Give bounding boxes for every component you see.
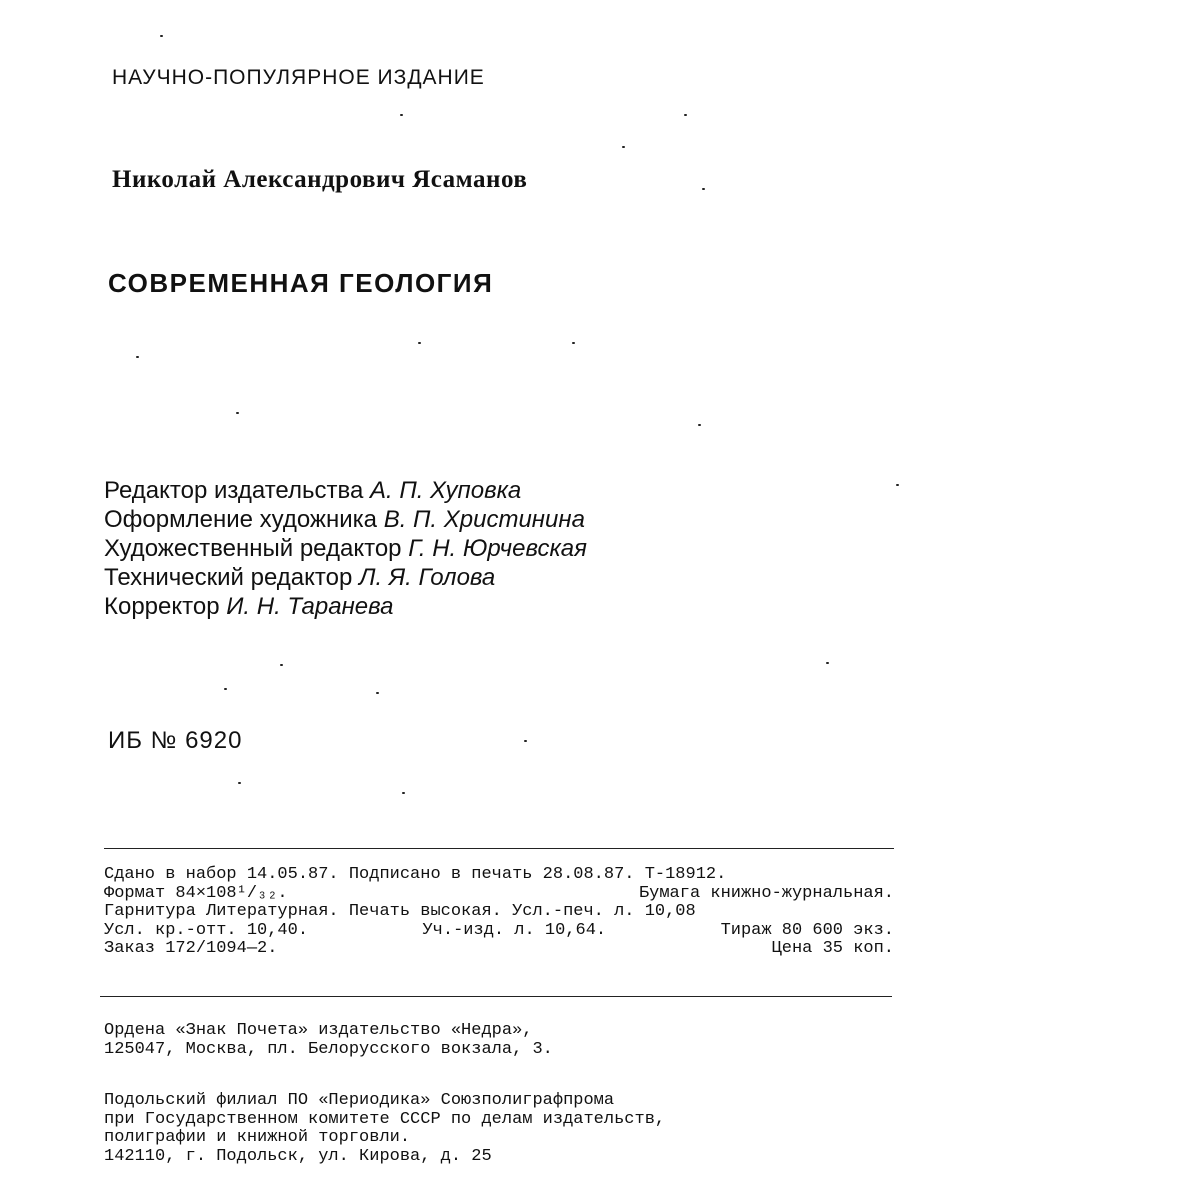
scan-speck <box>684 114 687 116</box>
top-divider <box>104 848 894 849</box>
scan-speck <box>524 740 527 742</box>
scan-speck <box>280 664 283 666</box>
publisher-line: 125047, Москва, пл. Белорусского вокзала, 3. <box>104 1039 553 1059</box>
author-name: Николай Александрович Ясаманов <box>112 166 528 193</box>
printer-line: полиграфии и книжной торговли. <box>104 1128 411 1147</box>
book-title: СОВРЕМЕННАЯ ГЕОЛОГИЯ <box>108 268 494 298</box>
imprint-text: Гарнитура Литературная. Печать высокая. Усл.-печ. л. 10,08 <box>104 902 696 921</box>
credit-person: Л. Я. Голова <box>359 564 496 591</box>
credits-block <box>104 476 587 621</box>
credit-editor <box>104 476 587 505</box>
scan-speck <box>622 146 625 148</box>
credit-role: Редактор издательства <box>104 477 364 504</box>
printer-line: при Государственном комитете СССР по делам издательств, <box>104 1109 666 1129</box>
printer-line: Подольский филиал ПО «Периодика» Союзполиграфпрома <box>104 1091 615 1110</box>
credit-person: Г. Н. Юрчевская <box>408 535 587 562</box>
imprint-text: Тираж 80 600 экз. <box>720 920 894 940</box>
credit-role: Оформление художника <box>104 506 378 533</box>
credit-tech-editor <box>104 563 587 592</box>
imprint-text: Бумага книжно-журнальная. <box>638 883 894 903</box>
credit-role: Корректор <box>104 593 220 620</box>
scan-speck <box>238 782 241 784</box>
scan-speck <box>224 688 227 690</box>
publisher-block <box>104 1022 553 1059</box>
credit-person: В. П. Христинина <box>383 506 585 533</box>
imprint-block <box>104 866 894 959</box>
credit-design <box>104 505 587 534</box>
imprint-text: Усл. кр.-отт. 10,40. <box>104 920 309 940</box>
scan-speck <box>136 356 139 358</box>
scan-speck <box>160 35 163 37</box>
imprint-row <box>104 866 894 885</box>
credit-person: И. Н. Таранева <box>226 593 394 620</box>
imprint-row <box>104 922 894 941</box>
printer-line: 142110, г. Подольск, ул. Кирова, д. 25 <box>104 1146 492 1166</box>
credit-proofreader <box>104 592 587 621</box>
imprint-text: Формат 84×108¹/₃₂. <box>104 883 288 903</box>
publisher-line: Ордена «Знак Почета» издательство «Недра», <box>104 1021 533 1040</box>
imprint-row <box>104 940 894 959</box>
bottom-divider <box>100 996 892 997</box>
imprint-text: Уч.-изд. л. 10,64. <box>422 920 607 940</box>
printer-block <box>104 1092 665 1166</box>
imprint-text: Цена 35 коп. <box>771 939 894 958</box>
scan-speck <box>418 342 421 344</box>
edition-type: НАУЧНО-ПОПУЛЯРНОЕ ИЗДАНИЕ <box>112 66 485 89</box>
scan-speck <box>702 188 705 190</box>
credit-person: А. П. Хуповка <box>369 477 522 504</box>
imprint-text: Заказ 172/1094—2. <box>104 939 278 958</box>
imprint-row <box>104 903 894 922</box>
scan-speck <box>896 484 899 486</box>
scan-speck <box>826 662 829 664</box>
imprint-text: Сдано в набор 14.05.87. Подписано в печать 28.08.87. Т-18912. <box>104 865 727 884</box>
scan-speck <box>236 412 239 414</box>
scan-speck <box>698 424 701 426</box>
credit-role: Художественный редактор <box>104 535 402 562</box>
imprint-row <box>104 885 894 904</box>
credit-art-editor <box>104 534 587 563</box>
credit-role: Технический редактор <box>104 564 353 591</box>
ib-number: ИБ № 6920 <box>108 727 243 754</box>
scan-speck <box>376 692 379 694</box>
scan-speck <box>400 114 403 116</box>
scan-speck <box>572 342 575 344</box>
scan-speck <box>402 792 405 794</box>
